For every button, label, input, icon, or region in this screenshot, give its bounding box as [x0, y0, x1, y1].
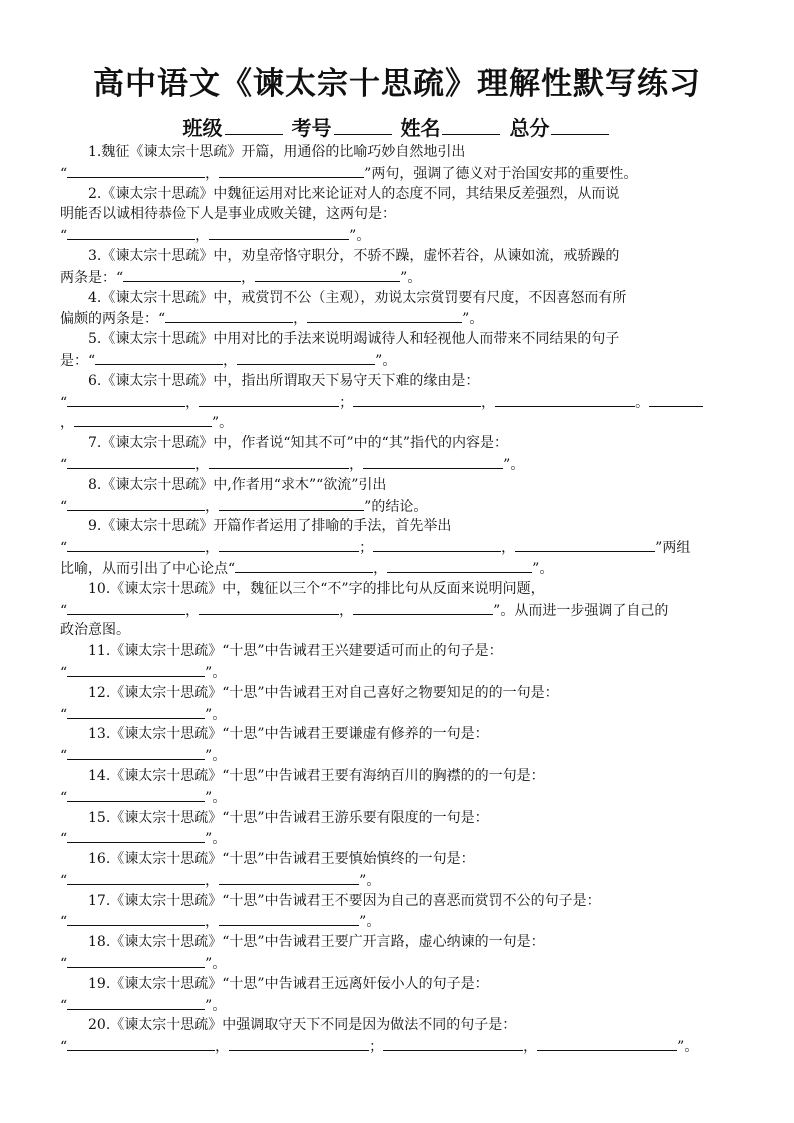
question-1 — [60, 142, 735, 163]
punctuation-mark: “ — [60, 748, 68, 765]
answer-line — [60, 204, 735, 225]
question-text: 15.《谏太宗十思疏》“十思”中告诫君王游乐要有限度的一句是： — [88, 809, 489, 826]
punctuation-mark: “ — [60, 706, 68, 723]
question-20 — [60, 1015, 735, 1036]
answer-blank[interactable] — [373, 537, 501, 552]
answer-blank[interactable] — [353, 600, 493, 615]
answer-line — [60, 558, 735, 579]
punctuation-mark: “ — [60, 228, 68, 245]
punctuation-mark: ， — [349, 456, 364, 473]
answer-blank[interactable] — [67, 995, 205, 1010]
question-text: 偏颇的两条是： — [60, 311, 158, 328]
answer-blank[interactable] — [67, 1036, 215, 1051]
question-text: 19.《谏太宗十思疏》“十思”中告诫君王远离奸佞小人的句子是： — [88, 975, 489, 992]
punctuation-mark: ， — [523, 1039, 538, 1056]
answer-blank[interactable] — [209, 225, 349, 240]
answer-line — [60, 911, 735, 932]
answer-blank[interactable] — [495, 392, 635, 407]
answer-blank[interactable] — [67, 953, 205, 968]
question-text: 7.《谏太宗十思疏》中，作者说“知其不可”中的“其”指代的内容是： — [88, 435, 508, 452]
question-5 — [60, 329, 735, 350]
question-text: 14.《谏太宗十思疏》“十思”中告诫君王要有海纳百川的胸襟的的一句是： — [88, 767, 545, 784]
number-label: 考号 — [291, 116, 332, 140]
answer-blank[interactable] — [219, 163, 364, 178]
question-16 — [60, 849, 735, 870]
answer-blank[interactable] — [67, 163, 205, 178]
answer-line — [60, 412, 735, 433]
punctuation-mark: ”。 — [349, 228, 371, 245]
punctuation-mark: ； — [369, 1039, 384, 1056]
question-text: 两组 — [662, 540, 691, 557]
punctuation-mark: ， — [205, 498, 220, 515]
question-text: 6.《谏太宗十思疏》中，指出所谓取天下易守天下难的缘由是： — [88, 372, 480, 389]
punctuation-mark: ， — [195, 456, 210, 473]
answer-blank[interactable] — [235, 558, 373, 573]
answer-blank[interactable] — [67, 704, 205, 719]
answer-blank[interactable] — [95, 350, 223, 365]
punctuation-mark: ， — [223, 352, 238, 369]
answer-blank[interactable] — [67, 496, 205, 511]
question-17 — [60, 891, 735, 912]
number-blank[interactable] — [334, 116, 392, 135]
answer-blank[interactable] — [67, 870, 205, 885]
answer-line — [60, 537, 735, 558]
punctuation-mark: ”。 — [677, 1039, 699, 1056]
question-text: 是： — [60, 352, 88, 369]
answer-line — [60, 995, 735, 1016]
question-text: 3.《谏太宗十思疏》中，劝皇帝恪守职分，不骄不躁，虚怀若谷，从谏如流，戒骄躁的 — [88, 247, 620, 264]
punctuation-mark: 。 — [635, 394, 650, 411]
punctuation-mark: ， — [241, 269, 256, 286]
answer-blank[interactable] — [67, 392, 185, 407]
question-11 — [60, 641, 735, 662]
punctuation-mark: ； — [339, 394, 354, 411]
punctuation-mark: ， — [215, 1039, 230, 1056]
question-text: 20.《谏太宗十思疏》中强调取守天下不同是因为做法不同的句子是： — [88, 1017, 517, 1034]
punctuation-mark: “ — [60, 914, 68, 931]
question-text: 17.《谏太宗十思疏》“十思”中告诫君王不要因为自己的喜恶而赏罚不公的句子是： — [88, 892, 601, 909]
answer-blank[interactable] — [515, 537, 655, 552]
answer-line — [60, 454, 735, 475]
answer-blank[interactable] — [229, 1036, 369, 1051]
question-7 — [60, 433, 735, 454]
question-text: 9.《谏太宗十思疏》开篇作者运用了排喻的手法，首先举出 — [88, 518, 452, 535]
punctuation-mark: ”。 — [359, 872, 381, 889]
answer-blank[interactable] — [165, 308, 293, 323]
answer-line — [60, 600, 735, 621]
question-text: 。从而进一步强调了自己的 — [500, 602, 669, 619]
answer-blank[interactable] — [199, 600, 339, 615]
answer-blank[interactable] — [67, 225, 195, 240]
punctuation-mark: “ — [60, 602, 68, 619]
question-10 — [60, 579, 735, 600]
punctuation-mark: ， — [501, 540, 516, 557]
answer-line — [60, 308, 735, 329]
punctuation-mark: ”。 — [205, 748, 227, 765]
question-text: 两条是： — [60, 269, 116, 286]
answer-blank[interactable] — [67, 662, 205, 677]
answer-blank[interactable] — [307, 308, 462, 323]
question-text: 4.《谏太宗十思疏》中，戒赏罚不公（主观），劝说太宗赏罚要有尺度，不因喜怒而有所 — [88, 289, 627, 306]
answer-blank[interactable] — [237, 350, 375, 365]
question-text: 的结论。 — [371, 498, 428, 515]
answer-line — [60, 620, 735, 641]
question-13 — [60, 724, 735, 745]
answer-line — [60, 745, 735, 766]
question-list — [60, 142, 735, 1057]
question-text: 18.《谏太宗十思疏》“十思”中告诫君王要广开言路，虚心纳谏的一句是： — [88, 934, 545, 951]
answer-line — [60, 267, 735, 288]
answer-blank[interactable] — [383, 1036, 523, 1051]
answer-blank[interactable] — [209, 454, 349, 469]
student-info-line — [0, 112, 794, 141]
punctuation-mark: ”。 — [400, 269, 422, 286]
punctuation-mark: ， — [205, 165, 220, 182]
punctuation-mark: ”。 — [205, 997, 227, 1014]
punctuation-mark: “ — [60, 872, 68, 889]
answer-blank[interactable] — [387, 558, 532, 573]
question-text: 政治意图。 — [60, 622, 130, 639]
page-title: 高中语文《谏太宗十思疏》理解性默写练习 — [93, 66, 701, 102]
punctuation-mark: ， — [60, 415, 74, 432]
answer-line — [60, 1036, 735, 1057]
punctuation-mark: “ — [60, 1039, 68, 1056]
punctuation-mark: ， — [205, 872, 220, 889]
question-text: 10.《谏太宗十思疏》中，魏征以三个“不”字的排比句从反面来说明问题， — [88, 580, 545, 597]
answer-blank[interactable] — [67, 600, 185, 615]
question-3 — [60, 246, 735, 267]
punctuation-mark: “ — [60, 664, 68, 681]
punctuation-mark: ”。 — [212, 415, 234, 432]
answer-line — [60, 787, 735, 808]
answer-blank[interactable] — [537, 1036, 677, 1051]
answer-line — [60, 350, 735, 371]
punctuation-mark: ， — [481, 394, 496, 411]
punctuation-mark: ， — [185, 602, 200, 619]
answer-blank[interactable] — [255, 267, 400, 282]
question-19 — [60, 974, 735, 995]
answer-blank[interactable] — [67, 911, 205, 926]
question-18 — [60, 932, 735, 953]
question-text: 8.《谏太宗十思疏》中,作者用“求木”“欲流”引出 — [88, 476, 387, 493]
punctuation-mark: ”。 — [205, 664, 227, 681]
question-4 — [60, 288, 735, 309]
question-text: 13.《谏太宗十思疏》“十思”中告诫君王要谦虚有修养的一句是： — [88, 726, 489, 743]
answer-blank[interactable] — [74, 412, 212, 427]
question-6 — [60, 371, 735, 392]
punctuation-mark: “ — [60, 997, 68, 1014]
answer-blank[interactable] — [219, 496, 364, 511]
question-9 — [60, 516, 735, 537]
punctuation-mark: “ — [60, 165, 68, 182]
punctuation-mark: “ — [88, 352, 96, 369]
name-blank[interactable] — [442, 116, 500, 135]
answer-line — [60, 496, 735, 517]
answer-blank[interactable] — [67, 745, 205, 760]
punctuation-mark: “ — [60, 498, 68, 515]
punctuation-mark: “ — [158, 311, 166, 328]
question-8 — [60, 475, 735, 496]
question-text: 明能否以诚相待恭俭下人是事业成败关键，这两句是： — [60, 206, 396, 223]
question-text: 5.《谏太宗十思疏》中用对比的手法来说明竭诚待人和轻视他人而带来不同结果的句子 — [88, 331, 620, 348]
class-label: 班级 — [182, 116, 223, 140]
answer-line — [60, 870, 735, 891]
question-14 — [60, 766, 735, 787]
punctuation-mark: ”。 — [359, 914, 381, 931]
punctuation-mark: ； — [359, 540, 374, 557]
question-text: 11.《谏太宗十思疏》“十思”中告诫君王兴建要适可而止的句子是： — [88, 643, 503, 660]
question-text: 比喻，从而引出了中心论点 — [60, 560, 228, 577]
answer-blank[interactable] — [353, 392, 481, 407]
answer-blank[interactable] — [199, 392, 339, 407]
answer-blank[interactable] — [67, 454, 195, 469]
answer-blank[interactable] — [219, 537, 359, 552]
answer-blank[interactable] — [67, 828, 205, 843]
answer-line — [60, 225, 735, 246]
question-12 — [60, 683, 735, 704]
answer-blank[interactable] — [67, 537, 205, 552]
punctuation-mark: ， — [205, 540, 220, 557]
answer-blank[interactable] — [649, 392, 703, 407]
answer-line — [60, 163, 735, 184]
answer-line — [60, 392, 735, 413]
punctuation-mark: ， — [339, 602, 354, 619]
answer-blank[interactable] — [123, 267, 241, 282]
punctuation-mark: “ — [60, 956, 68, 973]
score-blank[interactable] — [551, 116, 609, 135]
punctuation-mark: ， — [293, 311, 308, 328]
punctuation-mark: ”。 — [503, 456, 525, 473]
punctuation-mark: ， — [205, 914, 220, 931]
question-text: 12.《谏太宗十思疏》“十思”中告诫君王对自己喜好之物要知足的的一句是： — [88, 684, 559, 701]
punctuation-mark: “ — [60, 394, 68, 411]
punctuation-mark: “ — [228, 560, 236, 577]
question-15 — [60, 808, 735, 829]
punctuation-mark: ” — [655, 540, 663, 557]
answer-line — [60, 828, 735, 849]
answer-blank[interactable] — [219, 870, 359, 885]
question-text: 两句，强调了德义对于治国安邦的重要性。 — [371, 165, 638, 182]
question-text: 1.魏征《谏太宗十思疏》开篇，用通俗的比喻巧妙自然地引出 — [88, 144, 466, 160]
answer-line — [60, 953, 735, 974]
punctuation-mark: ”。 — [462, 311, 484, 328]
punctuation-mark: ”。 — [205, 706, 227, 723]
punctuation-mark: “ — [60, 789, 68, 806]
answer-line — [60, 662, 735, 683]
punctuation-mark: ” — [493, 602, 501, 619]
punctuation-mark: ”。 — [205, 789, 227, 806]
punctuation-mark: ”。 — [205, 831, 227, 848]
punctuation-mark: “ — [60, 831, 68, 848]
question-text: 2.《谏太宗十思疏》中魏征运用对比来论证对人的态度不同，其结果反差强烈，从而说 — [88, 185, 620, 202]
punctuation-mark: ， — [195, 228, 210, 245]
punctuation-mark: ”。 — [205, 956, 227, 973]
punctuation-mark: ” — [364, 165, 372, 182]
score-label: 总分 — [509, 116, 550, 140]
punctuation-mark: ， — [373, 560, 388, 577]
answer-blank[interactable] — [67, 787, 205, 802]
answer-blank[interactable] — [219, 911, 359, 926]
answer-blank[interactable] — [363, 454, 503, 469]
punctuation-mark: ， — [185, 394, 200, 411]
punctuation-mark: “ — [60, 540, 68, 557]
class-blank[interactable] — [225, 116, 283, 135]
punctuation-mark: ” — [364, 498, 372, 515]
punctuation-mark: ”。 — [375, 352, 397, 369]
punctuation-mark: ”。 — [532, 560, 554, 577]
name-label: 姓名 — [400, 116, 441, 140]
punctuation-mark: “ — [60, 456, 68, 473]
question-text: 16.《谏太宗十思疏》“十思”中告诫君王要慎始慎终的一句是： — [88, 851, 475, 868]
answer-line — [60, 704, 735, 725]
question-2 — [60, 184, 735, 205]
punctuation-mark: “ — [116, 269, 124, 286]
